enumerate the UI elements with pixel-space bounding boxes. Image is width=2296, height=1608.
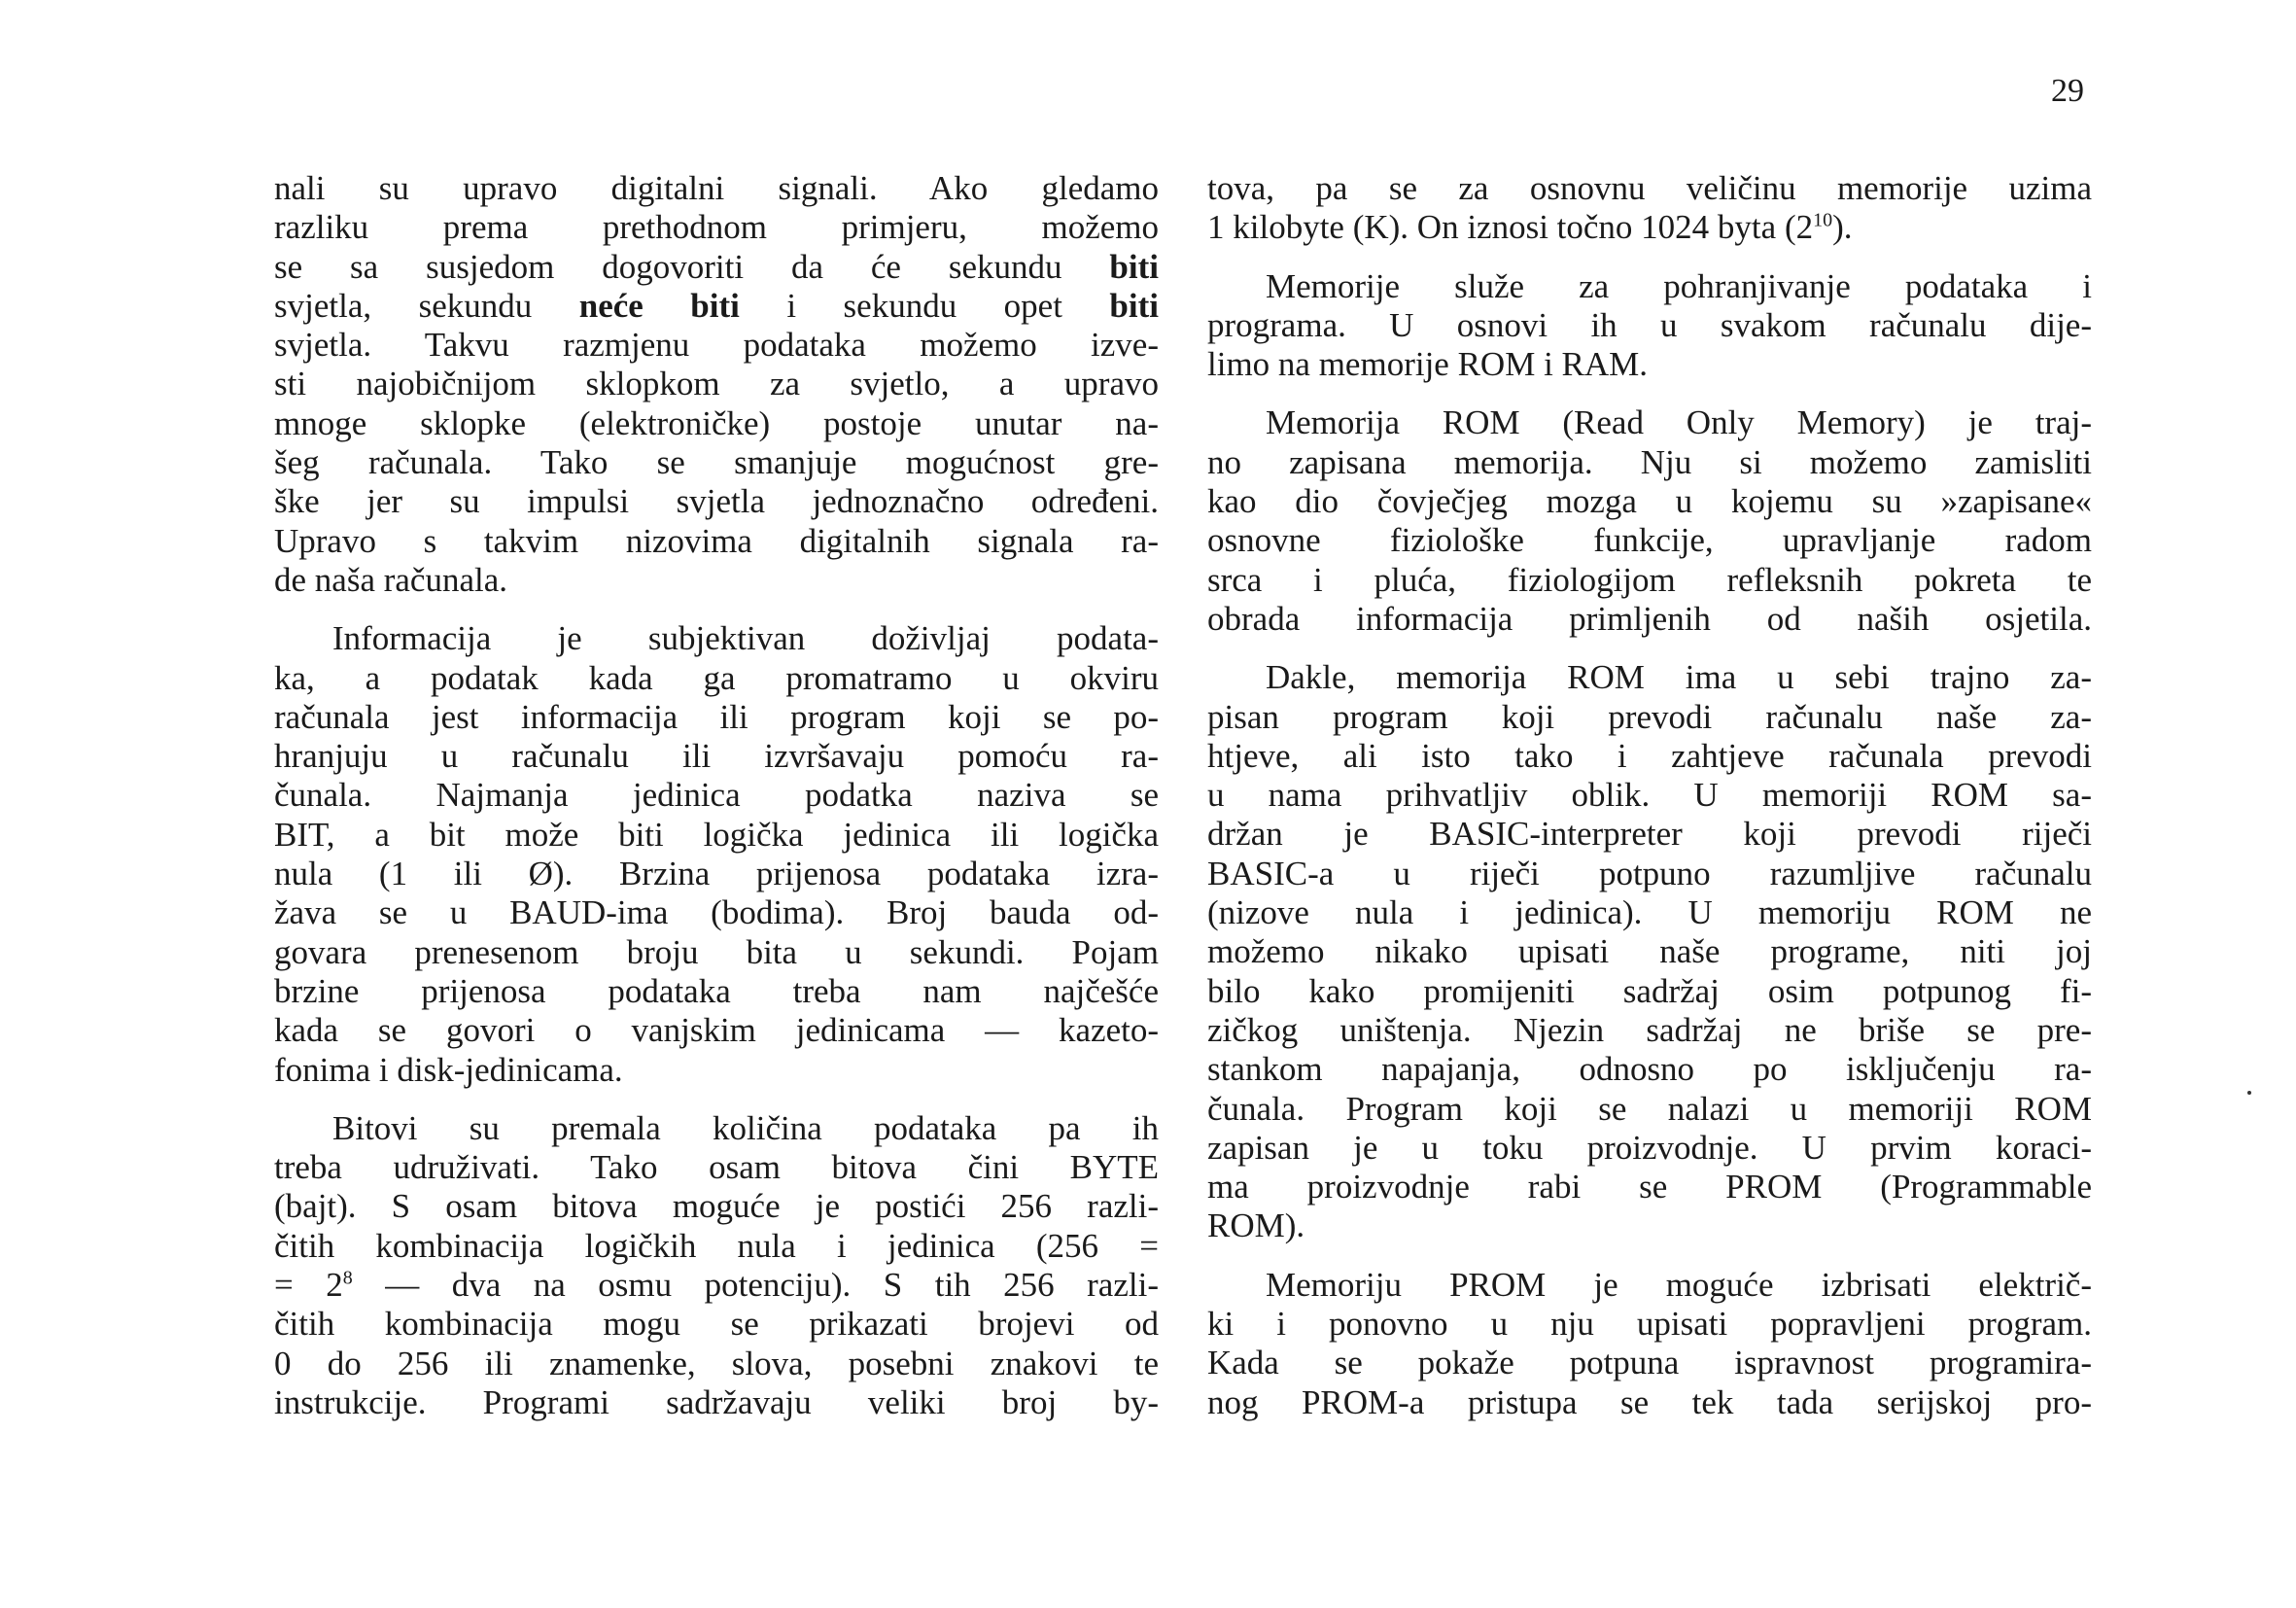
text-line: htjeve, ali isto tako i zahtjeve računala prevodi [1207, 736, 2092, 775]
paragraph [1207, 1266, 2092, 1422]
text-line: šeg računala. Tako se smanjuje mogućnost gre- [274, 443, 1159, 482]
text-line: ki i ponovno u nju upisati popravljeni program. [1207, 1305, 2092, 1344]
text-line: Dakle, memorija ROM ima u sebi trajno za- [1266, 658, 2092, 697]
text-line: limo na memorije ROM i RAM. [1207, 345, 1649, 384]
text-line: žava se u BAUD-ima (bodima). Broj bauda od- [274, 893, 1159, 932]
text-line: Bitovi su premala količina podataka pa ih [332, 1108, 1159, 1147]
text-line: Upravo s takvim nizovima digitalnih signala ra- [274, 521, 1159, 560]
text-line: programa. U osnovi ih u svakom računalu dije- [1207, 305, 2092, 344]
text-line: tova, pa se za osnovnu veličinu memorije uzima [1207, 169, 2092, 207]
text-line: 0 do 256 ili znamenke, slova, posebni znakovi te [274, 1344, 1159, 1382]
text-line: nula (1 ili Ø). Brzina prijenosa podataka izra- [274, 855, 1159, 893]
text-line: osnovne fiziološke funkcije, upravljanje radom [1207, 521, 2092, 560]
text-line: kao dio čovječjeg mozga u kojemu su »zapisane« [1207, 482, 2092, 521]
text-line: = $2^8$ — dva na osmu potenciju). S tih 256 razli- [274, 1266, 1159, 1305]
paragraph [1207, 169, 2092, 248]
paragraph [274, 169, 1159, 600]
text-line: Memorija ROM (Read Only Memory) je traj- [1266, 403, 2092, 442]
text-line: no zapisana memorija. Nju si možemo zamisliti [1207, 442, 2092, 481]
print-speck [2247, 1091, 2251, 1095]
paragraph [274, 619, 1159, 1090]
text-line: svjetla. Takvu razmjenu podataka možemo izve- [274, 326, 1159, 365]
text-line: (nizove nula i jedinica). U memoriju ROM ne [1207, 893, 2092, 932]
text-line: fonima i disk-jedinicama. [274, 1050, 623, 1089]
text-line: de naša računala. [274, 560, 507, 599]
text-line: nali su upravo digitalni signali. Ako gledamo [274, 169, 1159, 207]
text-line: čunala. Najmanja jedinica podatka naziva se [274, 776, 1159, 815]
text-line: računala jest informacija ili program koji se po- [274, 697, 1159, 736]
text-line: brzine prijenosa podataka treba nam najčešće [274, 971, 1159, 1010]
paragraph [1207, 403, 2092, 639]
text-line: zapisan je u toku proizvodnje. U prvim koraci- [1207, 1128, 2092, 1167]
text-line: zičkog uništenja. Njezin sadržaj ne briše se pre- [1207, 1010, 2092, 1049]
text-line: Kada se pokaže potpuna ispravnost programira- [1207, 1344, 2092, 1382]
paragraph [1207, 658, 2092, 1245]
text-line: bilo kako promijeniti sadržaj osim potpunog fi- [1207, 971, 2092, 1010]
right-column [1207, 169, 2092, 1442]
text-line: treba udruživati. Tako osam bitova čini BYTE [274, 1148, 1159, 1187]
text-line: Memorije služe za pohranjivanje podataka i [1266, 266, 2092, 305]
text-line: hranjuju u računalu ili izvršavaju pomoću ra- [274, 737, 1159, 776]
text-line: Memoriju PROM je moguće izbrisati električ- [1266, 1265, 2092, 1304]
page-number: 29 [2051, 73, 2084, 109]
text-line: mnoge sklopke (elektroničke) postoje unutar na- [274, 403, 1159, 442]
text-line: (bajt). S osam bitova moguće je postići 256 razli- [274, 1187, 1159, 1226]
text-line: kada se govori o vanjskim jedinicama — kazeto- [274, 1011, 1159, 1050]
paragraph [274, 1109, 1159, 1422]
text-line: čitih kombinacija logičkih nula i jedinica (256 = [274, 1226, 1159, 1265]
text-line: instrukcije. Programi sadržavaju veliki broj by- [274, 1382, 1159, 1421]
text-line: u nama prihvatljiv oblik. U memoriji ROM sa- [1207, 776, 2092, 815]
text-line: se sa susjedom dogovoriti da će sekundu biti [274, 247, 1159, 286]
text-line: razliku prema prethodnom primjeru, možemo [274, 208, 1159, 247]
text-line: sti najobičnijom sklopkom za svjetlo, a upravo [274, 365, 1159, 403]
text-line: ka, a podatak kada ga promatramo u okviru [274, 658, 1159, 697]
text-line: držan je BASIC-interpreter koji prevodi riječi [1207, 815, 2092, 854]
text-line: svjetla, sekundu neće biti i sekundu opet biti [274, 286, 1159, 325]
text-line: čunala. Program koji se nalazi u memoriji ROM [1207, 1089, 2092, 1128]
text-line: 1 kilobyte (K). On iznosi točno 1024 byta $(2^{10})$. [1207, 208, 1853, 247]
text-line: govara prenesenom broju bita u sekundi. Pojam [274, 932, 1159, 971]
text-line: ške jer su impulsi svjetla jednoznačno određeni. [274, 482, 1159, 521]
text-line: Informacija je subjektivan doživljaj podata- [332, 619, 1159, 658]
text-line: ROM). [1207, 1206, 1305, 1245]
text-line: čitih kombinacija mogu se prikazati brojevi od [274, 1305, 1159, 1344]
text-line: pisan program koji prevodi računalu naše za- [1207, 697, 2092, 736]
text-line: obrada informacija primljenih od naših osjetila. [1207, 599, 2092, 638]
text-line: stankom napajanja, odnosno po isključenju ra- [1207, 1050, 2092, 1089]
text-line: srca i pluća, fiziologijom refleksnih pokreta te [1207, 560, 2092, 599]
paragraph [1207, 267, 2092, 385]
left-column [274, 169, 1159, 1442]
text-line: nog PROM-a pristupa se tek tada serijskoj pro- [1207, 1382, 2092, 1421]
text-line: možemo nikako upisati naše programe, niti joj [1207, 932, 2092, 971]
text-line: BASIC-a u riječi potpuno razumljive računalu [1207, 854, 2092, 892]
text-line: BIT, a bit može biti logička jedinica ili logička [274, 815, 1159, 854]
text-line: ma proizvodnje rabi se PROM (Programmable [1207, 1168, 2092, 1206]
